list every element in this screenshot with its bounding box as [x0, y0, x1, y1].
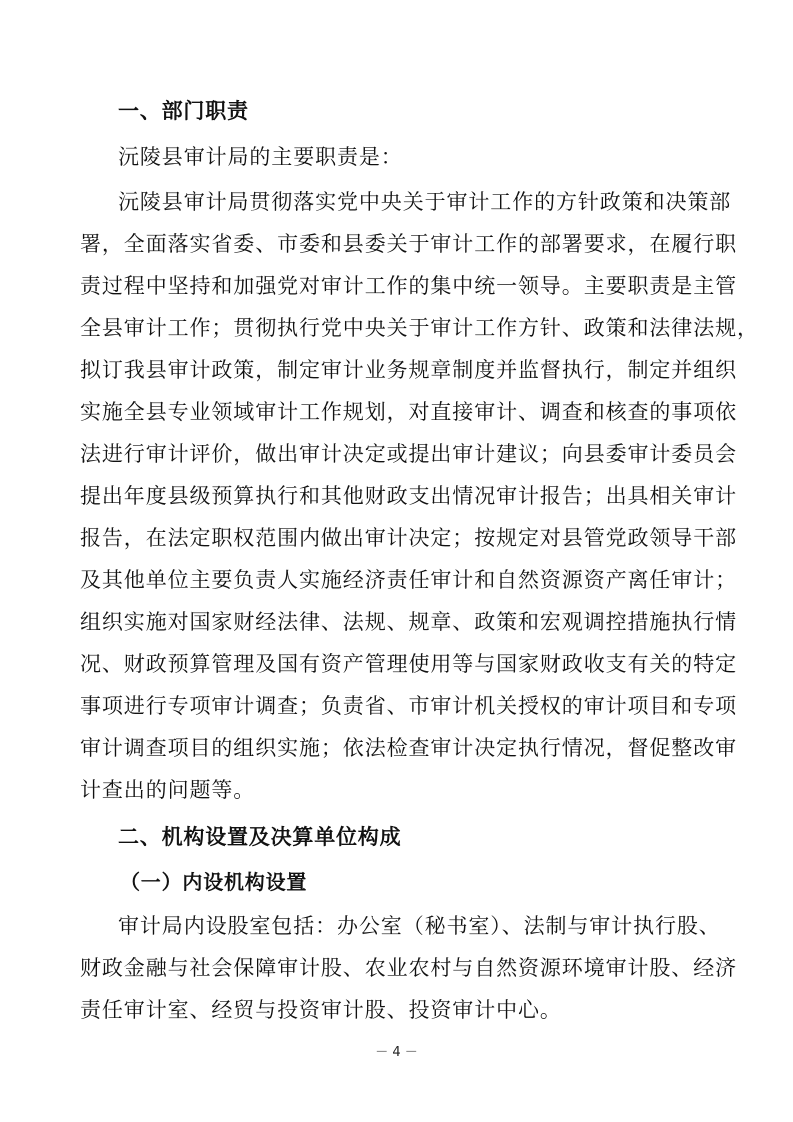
paragraph-line: 署，全面落实省委、市委和县委关于审计工作的部署要求，在履行职	[80, 232, 737, 256]
paragraph-line: 沅陵县审计局贯彻落实党中央关于审计工作的方针政策和决策部	[118, 190, 732, 214]
paragraph-line: 全县审计工作；贯彻执行党中央关于审计工作方针、政策和法律法规，	[80, 316, 759, 340]
paragraph-line: 责过程中坚持和加强党对审计工作的集中统一领导。主要职责是主管	[80, 274, 737, 298]
paragraph-line: 拟订我县审计政策，制定审计业务规章制度并监督执行，制定并组织	[80, 358, 737, 382]
paragraph-line: 况、财政预算管理及国有资产管理使用等与国家财政收支有关的特定	[80, 652, 737, 676]
page-number: － 4 －	[375, 1045, 418, 1060]
paragraph-line: 提出年度县级预算执行和其他财政支出情况审计报告；出具相关审计	[80, 484, 737, 508]
section-1-intro: 沅陵县审计局的主要职责是：	[118, 145, 403, 169]
paragraph-line: 责任审计室、经贸与投资审计股、投资审计中心。	[80, 998, 562, 1022]
paragraph-line: 事项进行专项审计调查；负责省、市审计机关授权的审计项目和专项	[80, 694, 737, 718]
paragraph-line: 审计局内设股室包括：办公室（秘书室）、法制与审计执行股、	[118, 914, 721, 938]
paragraph-line: 计查出的问题等。	[80, 778, 256, 802]
paragraph-line: 及其他单位主要负责人实施经济责任审计和自然资源资产离任审计；	[80, 568, 737, 592]
paragraph-line: 实施全县专业领域审计工作规划，对直接审计、调查和核查的事项依	[80, 400, 737, 424]
paragraph-line: 审计调查项目的组织实施；依法检查审计决定执行情况，督促整改审	[80, 736, 737, 760]
section-1-heading: 一、部门职责	[118, 99, 249, 123]
paragraph-line: 报告，在法定职权范围内做出审计决定；按规定对县管党政领导干部	[80, 526, 737, 550]
paragraph-line: 组织实施对国家财经法律、法规、规章、政策和宏观调控措施执行情	[80, 610, 737, 634]
paragraph-line: 法进行审计评价，做出审计决定或提出审计建议；向县委审计委员会	[80, 442, 737, 466]
section-2-subheading: （一）内设机构设置	[120, 870, 308, 894]
section-2-heading: 二、机构设置及决算单位构成	[118, 825, 402, 849]
paragraph-line: 财政金融与社会保障审计股、农业农村与自然资源环境审计股、经济	[80, 956, 737, 980]
